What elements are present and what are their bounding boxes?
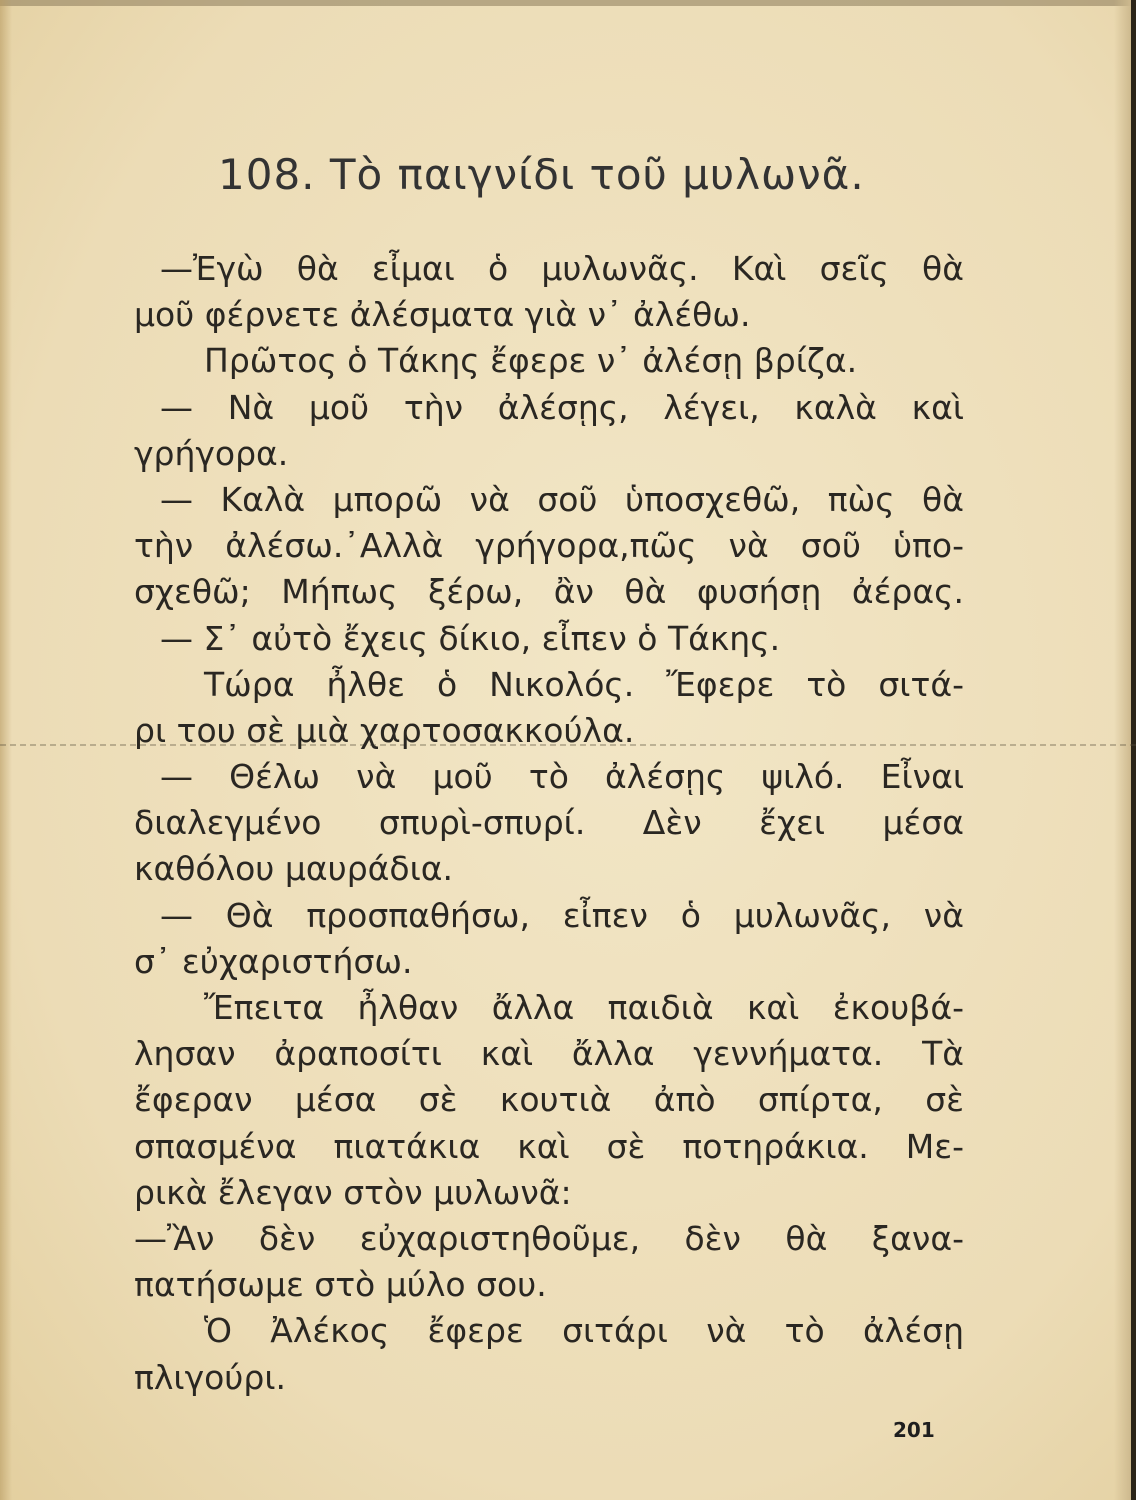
text-line: σπασμένα πιατάκια καὶ σὲ ποτηράκια. Με-: [134, 1126, 964, 1166]
body-text: [134, 246, 964, 1401]
text-line: Ἔπειτα ἦλθαν ἄλλα παιδιὰ καὶ ἐκουβά-: [204, 988, 964, 1027]
page-right-edge: [1114, 0, 1136, 1500]
text-line: —Ἐγὼ θὰ εἶμαι ὁ μυλωνᾶς. Καὶ σεῖς θὰ: [160, 249, 964, 288]
text-line: Ὁ Ἀλέκος ἔφερε σιτάρι νὰ τὸ ἀλέσῃ: [204, 1311, 964, 1351]
text-line: — Σ᾽ αὐτὸ ἔχεις δίκιο, εἶπεν ὁ Τάκης.: [160, 618, 781, 658]
text-line: σ᾽ εὐχαριστήσω.: [134, 941, 413, 981]
text-line: πλιγούρι.: [134, 1357, 286, 1397]
text-line: ἔφεραν μέσα σὲ κουτιὰ ἀπὸ σπίρτα, σὲ: [134, 1080, 964, 1120]
text-line: ρικὰ ἔλεγαν στὸν μυλωνᾶ:: [134, 1172, 572, 1212]
text-line: Τώρα ἦλθε ὁ Νικολός. Ἔφερε τὸ σιτά-: [204, 664, 964, 704]
text-line: πατήσωμε στὸ μύλο σου.: [134, 1265, 547, 1305]
text-line: — Θὰ προσπαθήσω, εἶπεν ὁ μυλωνᾶς, νὰ: [160, 895, 964, 935]
text-line: — Καλὰ μπορῶ νὰ σοῦ ὑποσχεθῶ, πὼς θὰ: [160, 479, 964, 519]
text-line: σχεθῶ; Μήπως ξέρω, ἂν θὰ φυσήσῃ ἀέρας.: [134, 572, 964, 612]
text-line: —Ἂν δὲν εὐχαριστηθοῦμε, δὲν θὰ ξανα-: [134, 1218, 964, 1258]
text-line: γρήγορα.: [134, 433, 289, 473]
text-line: μοῦ φέρνετε ἀλέσματα γιὰ ν᾽ ἀλέθω.: [134, 295, 751, 335]
page-left-edge: [0, 0, 12, 1500]
text-line: — Θέλω νὰ μοῦ τὸ ἀλέσῃς ψιλό. Εἶναι: [160, 757, 964, 797]
text-line: τὴν ἀλέσω.᾽Αλλὰ γρήγορα,πῶς νὰ σοῦ ὑπο-: [134, 526, 964, 566]
text-line: Πρῶτος ὁ Τάκης ἔφερε ν᾽ ἀλέσῃ βρίζα.: [204, 341, 858, 381]
page-top-edge: [0, 0, 1136, 6]
chapter-title: 108. Τὸ παιγνίδι τοῦ μυλωνᾶ.: [218, 150, 865, 199]
text-line: ρι του σὲ μιὰ χαρτοσακκούλα.: [134, 710, 635, 750]
text-line: — Νὰ μοῦ τὴν ἀλέσῃς, λέγει, καλὰ καὶ: [160, 387, 964, 427]
text-line: καθόλου μαυράδια.: [134, 849, 454, 889]
page-number: 201: [893, 1418, 935, 1442]
text-line: λησαν ἀραποσίτι καὶ ἄλλα γεννήματα. Τὰ: [134, 1034, 964, 1074]
text-line: διαλεγμένο σπυρὶ-σπυρί. Δὲν ἔχει μέσα: [134, 803, 964, 843]
